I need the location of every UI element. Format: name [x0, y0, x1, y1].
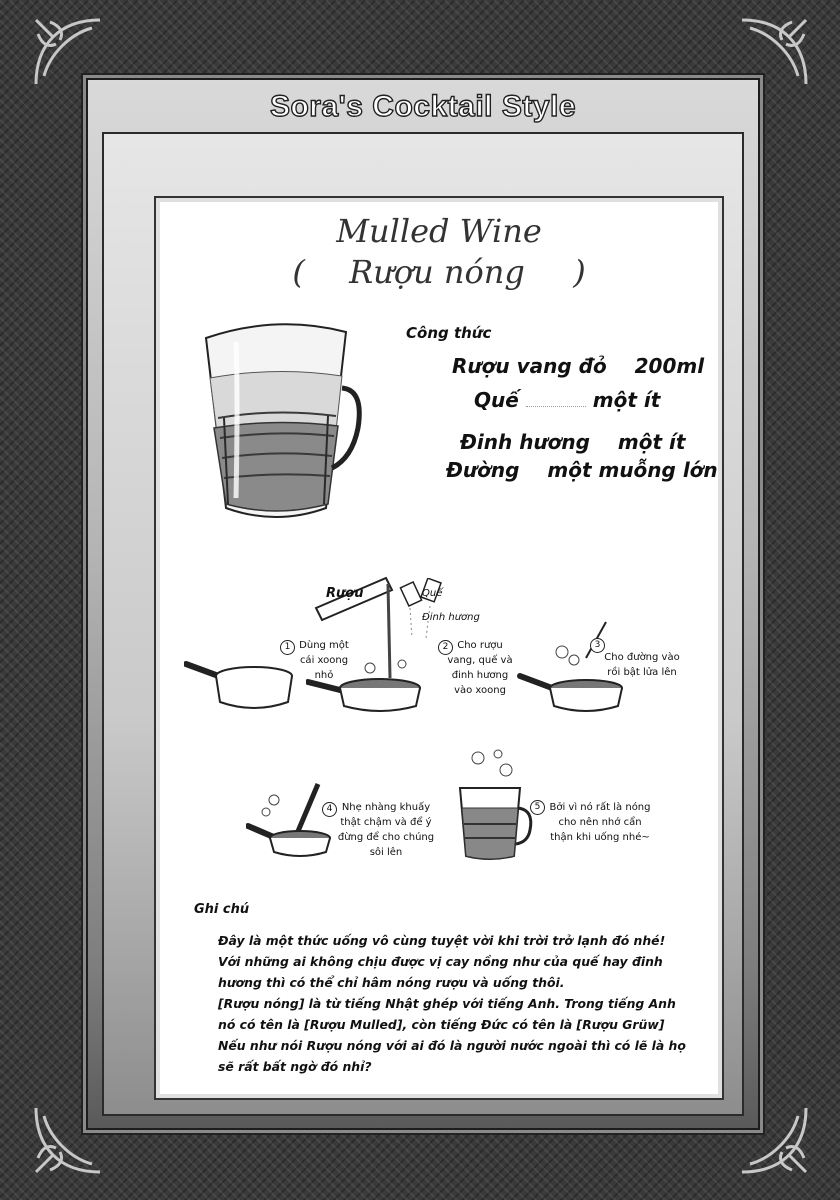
step-4-line: đừng để cho chúng	[337, 832, 435, 843]
mulled-wine-glass-illustration	[196, 318, 366, 528]
paren-close: )	[573, 253, 586, 291]
notes-line: hương thì có thể chỉ hâm nóng rượu và uống thôi.	[218, 975, 565, 990]
notes-heading: Ghi chú	[194, 902, 250, 917]
notes-line: Nếu như nói Rượu nóng với ai đó là người nước ngoài thì có lẽ là họ	[218, 1038, 686, 1053]
step-5-line: thận khi uống nhé~	[550, 832, 650, 843]
ingredient-row	[452, 354, 704, 378]
step-5-text	[542, 800, 658, 845]
drink-name-vietnamese-wrap	[156, 253, 722, 291]
notes-line: sẽ rất bất ngờ đó nhỉ?	[218, 1059, 372, 1074]
step-number-5: 5	[530, 800, 545, 815]
step-2-line: vang, quế và	[447, 655, 513, 666]
stirring-saucepan-illustration	[246, 780, 346, 860]
step-1-line: cái xoong	[299, 655, 349, 666]
saucepan-empty-illustration	[184, 654, 294, 714]
step-2-line: vào xoong	[454, 685, 506, 696]
ingredient-quantity: một muỗng lớn	[547, 458, 718, 482]
ingredient-name: Đinh hương	[460, 430, 590, 454]
ingredient-row	[474, 388, 660, 412]
ingredient-quantity: 200ml	[634, 354, 705, 378]
step-number-1: 1	[280, 640, 295, 655]
step-number-3: 3	[590, 638, 605, 653]
recipe-card-inner-frame	[102, 132, 744, 1116]
step-4-line: sôi lên	[369, 847, 403, 858]
step-3-text	[604, 650, 680, 680]
step-2-line: Cho rượu	[457, 640, 503, 651]
step-4-line: Nhẹ nhàng khuấy	[341, 802, 431, 813]
paren-open: (	[292, 253, 305, 291]
step-2-text	[438, 638, 522, 698]
notes-body	[218, 930, 686, 1077]
notes-line: nó có tên là [Rượu Mulled], còn tiếng Đức có tên là [Rượu Grüw]	[218, 1017, 665, 1032]
drink-name-vietnamese: Rượu nóng	[349, 253, 525, 291]
ingredient-quantity: một ít	[617, 430, 686, 454]
drink-name-english: Mulled Wine	[336, 212, 542, 250]
step-4-line: thật chậm và để ý	[340, 817, 432, 828]
step-1-line: nhỏ	[314, 670, 334, 681]
page-title: Sora's Cocktail Style	[269, 90, 577, 123]
recipe-heading: Công thức	[406, 324, 492, 342]
step-number-4: 4	[322, 802, 337, 817]
ingredient-name: Đường	[446, 458, 520, 482]
step-1-line: Dùng một	[299, 640, 349, 651]
notes-line: [Rượu nóng] là từ tiếng Nhật ghép với tiếng Anh. Trong tiếng Anh	[218, 996, 676, 1011]
step-4-text	[334, 800, 438, 860]
step-2-line: đinh hương	[451, 670, 509, 681]
recipe-card-frame	[86, 78, 760, 1130]
ingredient-quantity: một ít	[592, 388, 661, 412]
step-1-text	[284, 638, 364, 683]
ingredient-row	[460, 430, 685, 454]
step-3-line: Cho đường vào	[604, 652, 680, 663]
ingredient-name: Rượu vang đỏ	[452, 354, 607, 378]
recipe-paper	[154, 196, 724, 1100]
illustration-label-wine: Rượu	[326, 586, 364, 601]
step-5-line: cho nên nhớ cẩn	[558, 817, 642, 828]
notes-line: Đây là một thức uống vô cùng tuyệt vời khi trời trở lạnh đó nhé!	[218, 933, 666, 948]
step-number-2: 2	[438, 640, 453, 655]
ingredient-name: Quế	[474, 388, 519, 412]
ingredient-row	[446, 458, 718, 482]
served-mug-illustration	[456, 744, 536, 862]
illustration-label-clove: Đinh hương	[422, 612, 480, 623]
illustration-label-cinnamon: Quế	[422, 588, 443, 599]
step-3-line: rồi bật lửa lên	[607, 667, 677, 678]
step-5-line: Bởi vì nó rất là nóng	[549, 802, 651, 813]
notes-line: Với những ai không chịu được vị cay nồng như của quế hay đinh	[218, 954, 663, 969]
